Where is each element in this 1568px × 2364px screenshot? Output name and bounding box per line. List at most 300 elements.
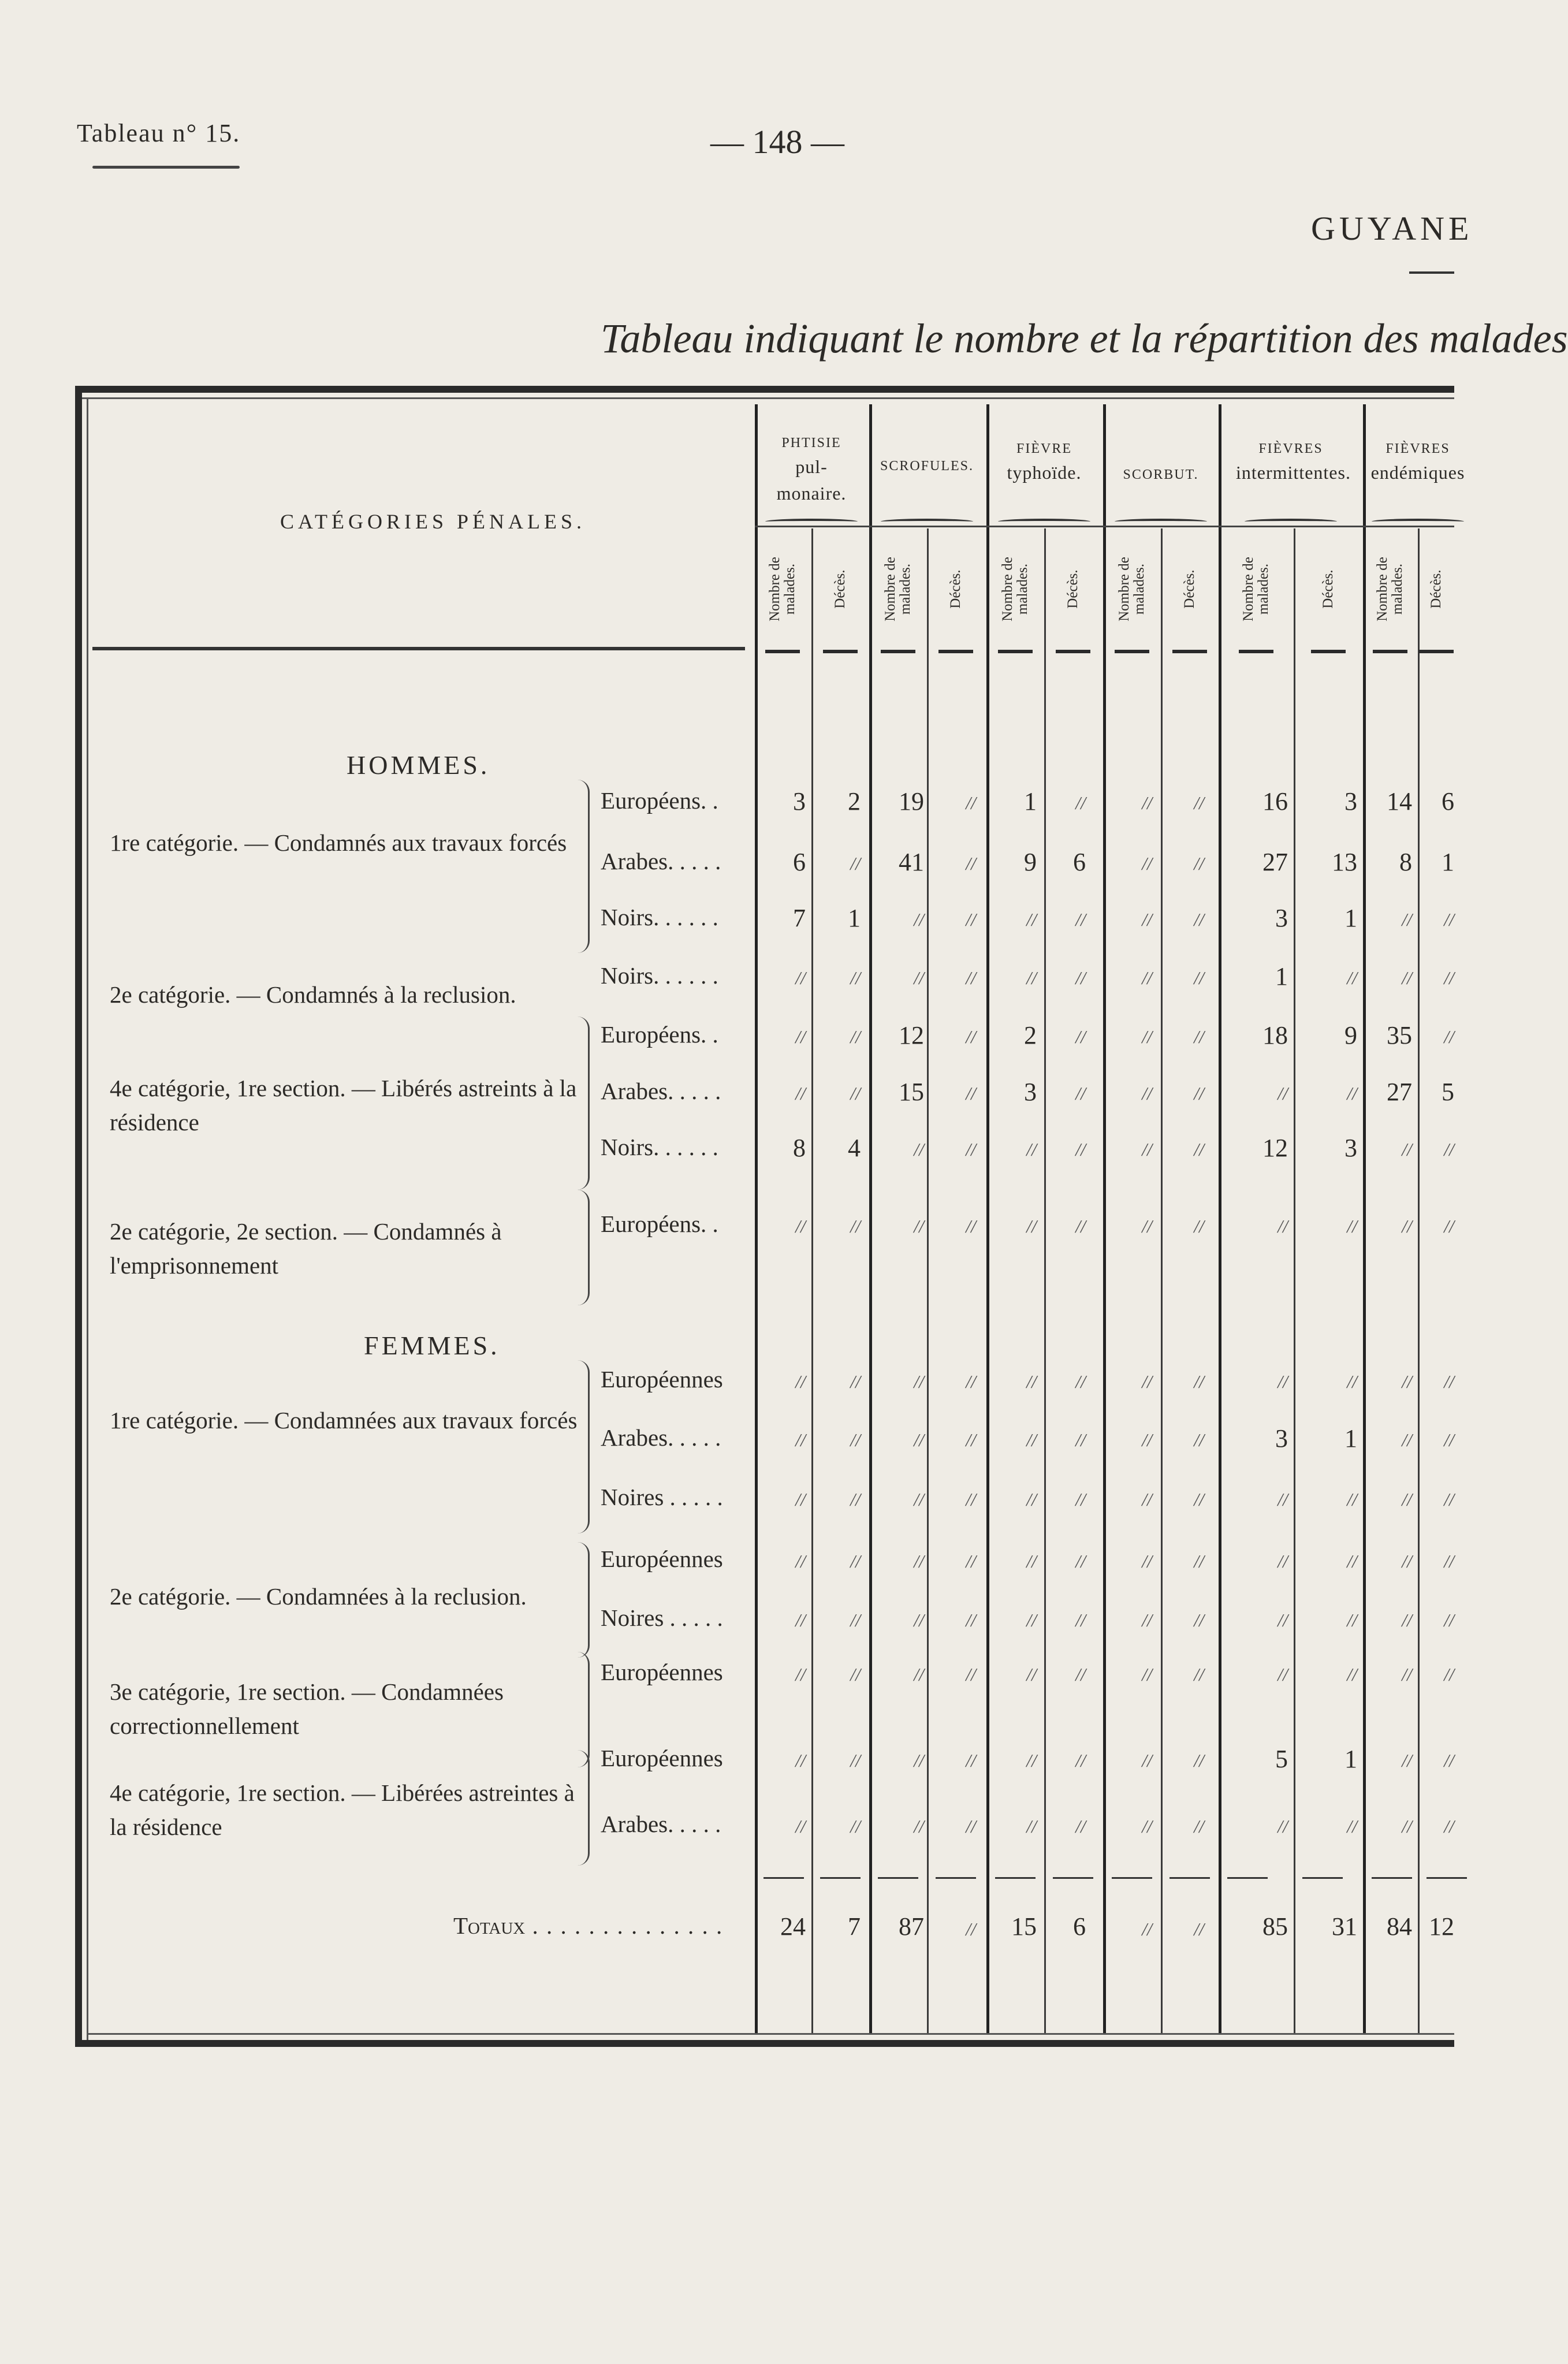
table-frame-bottom-inner xyxy=(87,2033,1454,2035)
table-cell: // xyxy=(1026,1371,1037,1392)
table-cell: 41 xyxy=(899,848,924,876)
origin-label: Européens. . xyxy=(601,1021,718,1048)
table-cell: // xyxy=(795,1216,806,1237)
table-cell: // xyxy=(914,1429,924,1450)
table-cell: // xyxy=(795,1610,806,1630)
column-rule xyxy=(927,528,929,2033)
header-swash xyxy=(1245,519,1337,524)
origin-label: Arabes. . . . . xyxy=(601,1811,721,1837)
column-rule xyxy=(1044,528,1046,2033)
table-cell: // xyxy=(1075,792,1086,813)
totals-rule xyxy=(1427,1877,1467,1879)
table-cell: 5 xyxy=(1442,1078,1454,1106)
disease-name: intermittentes. xyxy=(1236,461,1351,483)
totals-cell: 31 xyxy=(1332,1912,1357,1941)
table-cell: // xyxy=(966,967,976,988)
table-cell: // xyxy=(1142,1816,1152,1837)
table-cell: // xyxy=(1142,1216,1152,1237)
totals-cell: 12 xyxy=(1429,1912,1454,1941)
leader-dots: . . . . . . . . . . . . . . xyxy=(525,1912,724,1939)
table-cell: // xyxy=(850,1083,861,1104)
disease-header-separator xyxy=(755,526,1454,527)
table-cell: 35 xyxy=(1387,1021,1412,1049)
table-cell: 16 xyxy=(1262,787,1288,816)
table-cell: // xyxy=(966,1750,976,1771)
table-cell: 5 xyxy=(1275,1745,1288,1773)
table-cell: // xyxy=(966,792,976,813)
table-cell: 8 xyxy=(1399,848,1412,876)
table-reference: Tableau n° 15. xyxy=(77,119,241,147)
table-cell: // xyxy=(1444,1664,1454,1685)
totals-label xyxy=(453,1909,723,1943)
table-cell: // xyxy=(850,1551,861,1572)
table-cell: // xyxy=(1444,1139,1454,1160)
table-cell: // xyxy=(1026,1664,1037,1685)
table-cell: // xyxy=(1444,1429,1454,1450)
disease-name-small: SCROFULES. xyxy=(880,459,974,474)
table-cell: // xyxy=(1278,1664,1288,1685)
table-subtitle: Tableau indiquant le nombre et la répartition des malades xyxy=(601,315,1568,362)
table-cell: 9 xyxy=(1024,848,1037,876)
table-cell: // xyxy=(1347,1664,1357,1685)
table-cell: // xyxy=(914,1489,924,1510)
table-cell: // xyxy=(850,1610,861,1630)
table-cell: // xyxy=(966,1026,976,1047)
table-cell: // xyxy=(914,1610,924,1630)
table-cell: 3 xyxy=(1275,1424,1288,1453)
table-cell: 3 xyxy=(1344,1134,1357,1162)
table-cell: // xyxy=(795,1371,806,1392)
totals-rule xyxy=(1302,1877,1343,1879)
table-cell: // xyxy=(1026,1139,1037,1160)
disease-header xyxy=(872,456,982,476)
table-cell: 1 xyxy=(1344,1424,1357,1453)
table-cell: // xyxy=(1075,1551,1086,1572)
table-cell: // xyxy=(850,1816,861,1837)
table-cell: // xyxy=(1402,1610,1412,1630)
table-cell: // xyxy=(1075,967,1086,988)
table-frame-left-inner xyxy=(87,397,88,2042)
table-cell: // xyxy=(1402,967,1412,988)
origin-label: Européens. . xyxy=(601,1211,718,1237)
brace xyxy=(578,780,590,953)
table-cell: // xyxy=(795,1083,806,1104)
table-cell: // xyxy=(1026,1551,1037,1572)
table-cell: 4 xyxy=(848,1134,861,1162)
table-cell: // xyxy=(1026,1816,1037,1837)
totals-cell: 84 xyxy=(1387,1912,1412,1941)
table-cell: 7 xyxy=(793,904,806,932)
table-cell: // xyxy=(795,1026,806,1047)
column-header-dash xyxy=(765,650,800,653)
disease-header xyxy=(1236,439,1351,486)
totals-cell: // xyxy=(1194,1919,1204,1939)
table-cell: // xyxy=(1142,1026,1152,1047)
subheader-cases: Nombre de malades. xyxy=(766,557,798,621)
table-cell: // xyxy=(1194,1551,1204,1572)
table-cell: // xyxy=(966,909,976,930)
table-frame-top xyxy=(75,386,1454,393)
table-cell: // xyxy=(1194,1816,1204,1837)
table-cell: // xyxy=(1142,1551,1152,1572)
totals-rule xyxy=(995,1877,1036,1879)
subheader-cases: Nombre de malades. xyxy=(1116,557,1147,621)
table-cell: // xyxy=(1347,1216,1357,1237)
table-cell: // xyxy=(1347,1083,1357,1104)
table-cell: 15 xyxy=(899,1078,924,1106)
table-cell: // xyxy=(1402,909,1412,930)
title-rule xyxy=(1409,271,1454,274)
table-cell: // xyxy=(1444,909,1454,930)
totals-cell: 6 xyxy=(1073,1912,1086,1941)
disease-name: typhoïde. xyxy=(1007,461,1082,483)
table-cell: // xyxy=(795,1551,806,1572)
brace xyxy=(578,1360,590,1533)
category-label: 2e catégorie. — Condamnées à la reclusion. xyxy=(110,1583,527,1610)
table-cell: // xyxy=(1026,1610,1037,1630)
table-cell: 19 xyxy=(899,787,924,816)
column-header-dash xyxy=(1115,650,1149,653)
table-cell: // xyxy=(1075,1489,1086,1510)
origin-label: Européennes xyxy=(601,1366,723,1393)
table-cell: // xyxy=(966,1816,976,1837)
table-cell: 13 xyxy=(1332,848,1357,876)
totals-cell: 85 xyxy=(1262,1912,1288,1941)
table-cell: 1 xyxy=(1442,848,1454,876)
table-cell: 1 xyxy=(1275,962,1288,991)
totals-rule xyxy=(878,1877,918,1879)
table-cell: // xyxy=(1075,1664,1086,1685)
table-cell: // xyxy=(1026,909,1037,930)
origin-label: Noires . . . . . xyxy=(601,1484,723,1510)
table-cell: // xyxy=(1444,967,1454,988)
category-label: 2e catégorie, 2e section. — Condamnés à l'emprisonnement xyxy=(110,1218,502,1279)
table-cell: // xyxy=(1194,1371,1204,1392)
table-cell: // xyxy=(966,1551,976,1572)
table-cell: // xyxy=(1444,1216,1454,1237)
table-cell: // xyxy=(795,1816,806,1837)
table-cell: // xyxy=(1347,1371,1357,1392)
table-cell: // xyxy=(1142,1750,1152,1771)
table-cell: // xyxy=(1075,1750,1086,1771)
table-cell: // xyxy=(1142,1610,1152,1630)
subheader-deaths: Décès. xyxy=(1428,569,1444,609)
table-cell: // xyxy=(1278,1816,1288,1837)
table-cell: 1 xyxy=(1344,904,1357,932)
table-cell: // xyxy=(850,1489,861,1510)
table-cell: // xyxy=(1075,1610,1086,1630)
table-cell: // xyxy=(850,1429,861,1450)
column-header-dash xyxy=(1172,650,1207,653)
table-cell: // xyxy=(1075,1816,1086,1837)
table-cell: // xyxy=(1194,792,1204,813)
totals-cell: 15 xyxy=(1011,1912,1037,1941)
table-cell: // xyxy=(1026,1216,1037,1237)
totals-cell: // xyxy=(966,1919,976,1939)
subheader-deaths: Décès. xyxy=(832,569,848,609)
country-title: GUYANE xyxy=(1311,210,1473,247)
header-swash xyxy=(1372,519,1464,524)
table-cell: // xyxy=(795,1429,806,1450)
totals-rule xyxy=(936,1877,976,1879)
subheader-deaths: Décès. xyxy=(1181,569,1197,609)
table-cell: 2 xyxy=(848,787,861,816)
category-label: 1re catégorie. — Condamnées aux travaux forcés xyxy=(110,1407,578,1434)
table-cell: // xyxy=(1142,909,1152,930)
table-cell: // xyxy=(795,967,806,988)
totals-cell: 7 xyxy=(848,1912,861,1941)
brace xyxy=(578,1017,590,1190)
table-cell: // xyxy=(1194,1489,1204,1510)
column-rule xyxy=(811,528,813,2033)
table-cell: // xyxy=(914,1371,924,1392)
table-cell: // xyxy=(1444,1750,1454,1771)
table-cell: // xyxy=(1194,1216,1204,1237)
table-cell: 12 xyxy=(899,1021,924,1049)
table-cell: // xyxy=(1142,792,1152,813)
page-number: — 148 — xyxy=(710,123,844,161)
totals-cell: 87 xyxy=(899,1912,924,1941)
subheader-cases: Nombre de malades. xyxy=(882,557,913,621)
totals-rule xyxy=(1227,1877,1268,1879)
table-cell: 1 xyxy=(1344,1745,1357,1773)
column-rule xyxy=(1161,528,1163,2033)
table-cell: // xyxy=(966,1139,976,1160)
table-cell: // xyxy=(1444,1489,1454,1510)
origin-label: Européennes xyxy=(601,1745,723,1771)
table-cell: // xyxy=(1444,1551,1454,1572)
origin-label: Européens. . xyxy=(601,787,718,814)
table-cell: // xyxy=(1402,1816,1412,1837)
table-cell: // xyxy=(1402,1489,1412,1510)
table-cell: 9 xyxy=(1344,1021,1357,1049)
table-cell: 2 xyxy=(1024,1021,1037,1049)
header-swash xyxy=(881,519,973,524)
column-header-dash xyxy=(881,650,915,653)
column-header-dash xyxy=(1419,650,1454,653)
table-cell: // xyxy=(966,1664,976,1685)
disease-name: pul- monaire. xyxy=(776,456,847,504)
table-cell: // xyxy=(1026,967,1037,988)
table-cell: // xyxy=(914,1816,924,1837)
totals-rule xyxy=(763,1877,804,1879)
table-cell: // xyxy=(1444,1610,1454,1630)
table-cell: // xyxy=(966,1216,976,1237)
origin-label: Arabes. . . . . xyxy=(601,1078,721,1104)
table-cell: // xyxy=(1142,967,1152,988)
table-cell: // xyxy=(1194,1750,1204,1771)
table-cell: // xyxy=(850,1664,861,1685)
table-cell: 27 xyxy=(1387,1078,1412,1106)
totals-cell: // xyxy=(1142,1919,1152,1939)
table-cell: 8 xyxy=(793,1134,806,1162)
subheader-cases: Nombre de malades. xyxy=(1240,557,1271,621)
table-cell: // xyxy=(966,1371,976,1392)
table-cell: // xyxy=(1402,1216,1412,1237)
disease-name-small: FIÈVRES xyxy=(1385,441,1450,456)
table-cell: // xyxy=(1075,1083,1086,1104)
table-cell: // xyxy=(1026,1429,1037,1450)
table-cell: // xyxy=(795,1664,806,1685)
table-cell: // xyxy=(1278,1083,1288,1104)
column-rule xyxy=(1294,528,1295,2033)
disease-name: endémiques xyxy=(1370,461,1465,483)
subheader-deaths: Décès. xyxy=(1064,569,1081,609)
table-cell: // xyxy=(914,1216,924,1237)
table-cell: 3 xyxy=(1344,787,1357,816)
table-cell: // xyxy=(795,1750,806,1771)
table-cell: // xyxy=(1142,1371,1152,1392)
subheader-deaths: Décès. xyxy=(947,569,963,609)
table-frame-bottom xyxy=(75,2040,1454,2047)
origin-label: Noirs. . . . . . xyxy=(601,962,718,989)
table-cell: // xyxy=(1402,1429,1412,1450)
table-cell: // xyxy=(914,1139,924,1160)
table-cell: // xyxy=(914,909,924,930)
origin-label: Noires . . . . . xyxy=(601,1604,723,1631)
table-cell: // xyxy=(1075,1371,1086,1392)
categories-column-header: CATÉGORIES PÉNALES. xyxy=(280,510,586,533)
table-cell: 3 xyxy=(1024,1078,1037,1106)
column-rule xyxy=(1219,404,1221,2033)
header-separator xyxy=(92,647,745,650)
column-header-dash xyxy=(1373,650,1407,653)
totals-rule xyxy=(1170,1877,1210,1879)
subheader-cases: Nombre de malades. xyxy=(1374,557,1405,621)
table-cell: // xyxy=(1075,1429,1086,1450)
table-cell: // xyxy=(1026,1750,1037,1771)
header-swash xyxy=(998,519,1090,524)
table-cell: // xyxy=(1075,1216,1086,1237)
disease-header xyxy=(757,433,866,507)
table-cell: // xyxy=(850,967,861,988)
table-cell: // xyxy=(1278,1551,1288,1572)
disease-header xyxy=(1106,465,1216,485)
brace xyxy=(578,1190,590,1305)
category-label: 2e catégorie. — Condamnés à la reclusion. xyxy=(110,981,516,1008)
table-frame-top-inner xyxy=(75,397,1454,399)
totals-rule xyxy=(820,1877,861,1879)
table-cell: // xyxy=(850,853,861,874)
table-cell: // xyxy=(966,1083,976,1104)
table-cell: 3 xyxy=(1275,904,1288,932)
totals-rule xyxy=(1053,1877,1093,1879)
origin-label: Arabes. . . . . xyxy=(601,1424,721,1451)
table-cell: // xyxy=(850,1750,861,1771)
table-cell: 6 xyxy=(1073,848,1086,876)
totals-rule xyxy=(1112,1877,1152,1879)
table-cell: // xyxy=(1194,1610,1204,1630)
table-cell: // xyxy=(1142,853,1152,874)
table-cell: // xyxy=(1444,1371,1454,1392)
category-label: 3e catégorie, 1re section. — Condamnées correctionnellement xyxy=(110,1678,504,1740)
totals-rule xyxy=(1372,1877,1412,1879)
table-cell: // xyxy=(1347,1551,1357,1572)
group-title: FEMMES. xyxy=(364,1331,500,1360)
table-cell: 18 xyxy=(1262,1021,1288,1049)
table-cell: // xyxy=(1194,909,1204,930)
table-cell: // xyxy=(1402,1139,1412,1160)
table-cell: // xyxy=(966,1429,976,1450)
brace xyxy=(578,1542,590,1658)
table-cell: // xyxy=(1075,909,1086,930)
table-cell: // xyxy=(1402,1750,1412,1771)
totals-cell: 24 xyxy=(780,1912,806,1941)
disease-name-small: PHTISIE xyxy=(781,435,841,451)
decorative-rule xyxy=(92,166,240,169)
table-cell: // xyxy=(966,1610,976,1630)
table-cell: // xyxy=(1347,1489,1357,1510)
header-swash xyxy=(765,519,858,524)
table-cell: // xyxy=(1347,1816,1357,1837)
column-header-dash xyxy=(998,650,1033,653)
table-cell: // xyxy=(914,967,924,988)
table-cell: 1 xyxy=(848,904,861,932)
table-cell: 6 xyxy=(793,848,806,876)
table-cell: // xyxy=(1194,1026,1204,1047)
table-cell: // xyxy=(1402,1664,1412,1685)
table-cell: // xyxy=(795,1489,806,1510)
header-swash xyxy=(1115,519,1207,524)
origin-label: Européennes xyxy=(601,1659,723,1685)
table-cell: // xyxy=(1075,1139,1086,1160)
table-cell: // xyxy=(1142,1139,1152,1160)
column-header-dash xyxy=(1056,650,1090,653)
table-cell: 1 xyxy=(1024,787,1037,816)
table-cell: // xyxy=(1142,1429,1152,1450)
table-cell: // xyxy=(914,1664,924,1685)
table-cell: // xyxy=(1278,1489,1288,1510)
category-label: 4e catégorie, 1re section. — Libérées astreintes à la résidence xyxy=(110,1779,575,1841)
table-cell: // xyxy=(1026,1489,1037,1510)
table-cell: // xyxy=(1142,1664,1152,1685)
table-cell: // xyxy=(1194,853,1204,874)
category-label: 4e catégorie, 1re section. — Libérés astreints à la résidence xyxy=(110,1075,577,1136)
table-cell: // xyxy=(1444,1816,1454,1837)
table-frame-left xyxy=(75,386,82,2046)
table-cell: // xyxy=(1444,1026,1454,1047)
totals-label-text: Totaux xyxy=(453,1912,526,1939)
table-cell: // xyxy=(1194,1083,1204,1104)
table-cell: // xyxy=(1194,1664,1204,1685)
table-cell: // xyxy=(1142,1489,1152,1510)
table-cell: // xyxy=(850,1026,861,1047)
disease-header xyxy=(989,439,1099,486)
disease-name-small: FIÈVRE xyxy=(1016,441,1072,456)
table-cell: 3 xyxy=(793,787,806,816)
disease-name-small: SCORBUT. xyxy=(1123,467,1199,482)
table-cell: // xyxy=(1402,1551,1412,1572)
column-header-dash xyxy=(823,650,858,653)
table-cell: // xyxy=(966,853,976,874)
group-title: HOMMES. xyxy=(347,750,490,780)
subheader-cases: Nombre de malades. xyxy=(999,557,1030,621)
table-cell: // xyxy=(850,1216,861,1237)
table-cell: // xyxy=(1075,1026,1086,1047)
table-cell: // xyxy=(1194,1429,1204,1450)
subheader-deaths: Décès. xyxy=(1320,569,1336,609)
table-cell: // xyxy=(914,1551,924,1572)
table-cell: 12 xyxy=(1262,1134,1288,1162)
table-cell: // xyxy=(1194,1139,1204,1160)
column-rule xyxy=(1418,528,1420,2033)
category-label: 1re catégorie. — Condamnés aux travaux forcés xyxy=(110,829,567,856)
origin-label: Européennes xyxy=(601,1546,723,1572)
table-cell: // xyxy=(1278,1216,1288,1237)
column-header-dash xyxy=(1311,650,1346,653)
table-cell: // xyxy=(1278,1371,1288,1392)
table-cell: // xyxy=(914,1750,924,1771)
